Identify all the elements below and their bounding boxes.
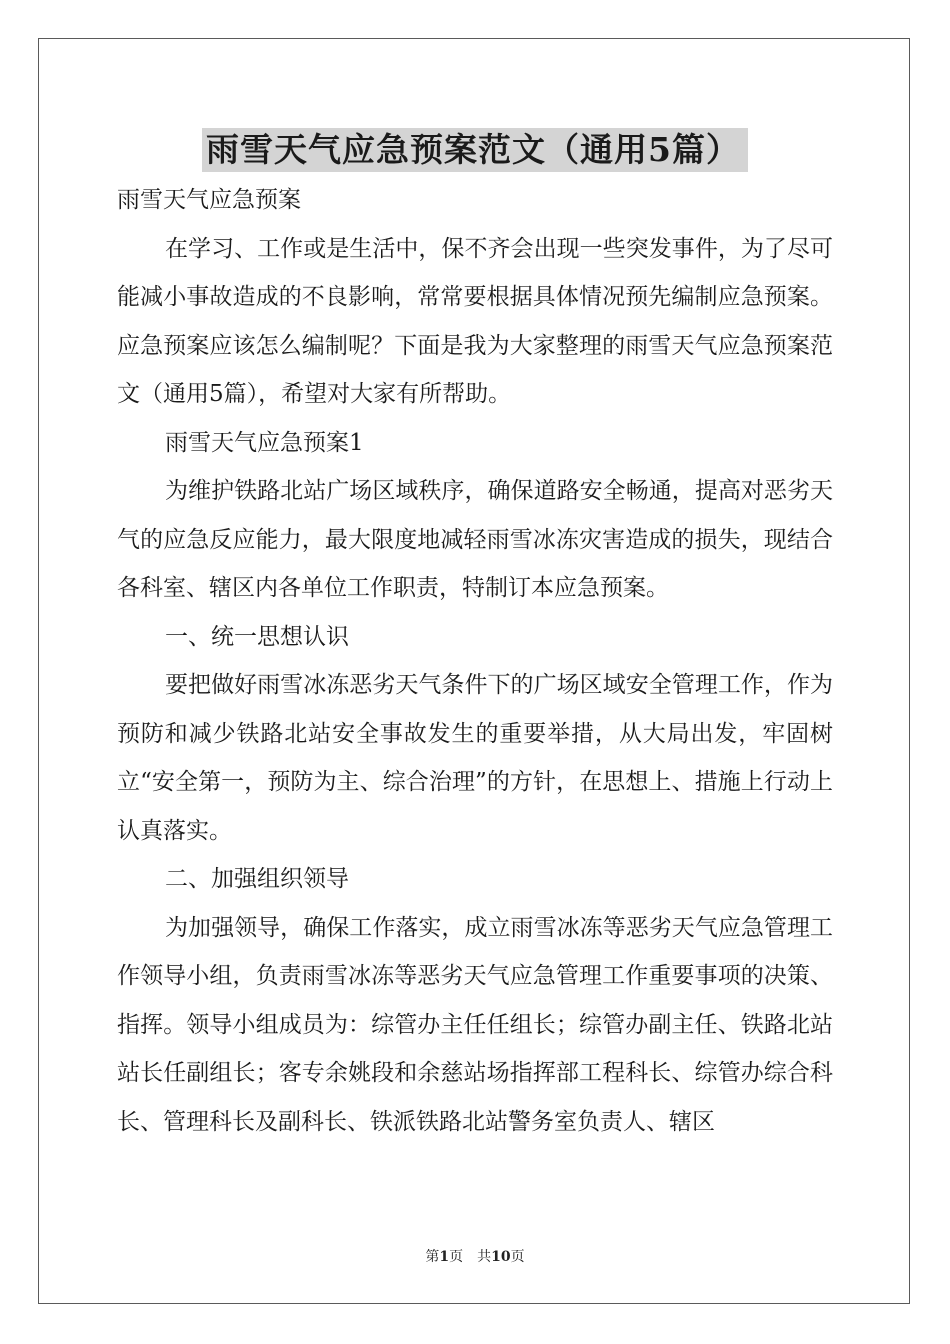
page-footer [0, 1246, 950, 1266]
title-container [0, 128, 950, 172]
footer-mid: 页 共 [449, 1249, 492, 1265]
footer-page-number: 1 [439, 1249, 450, 1265]
paragraph-intro: 在学习、工作或是生活中，保不齐会出现一些突发事件，为了尽可能减小事故造成的不良影响，常常要根据具体情况预先编制应急预案。应急预案应该怎么编制呢？下面是我为大家整理的雨雪天气应急预案范文（通用5篇），希望对大家有所帮助。 [117, 235, 833, 407]
document-body [117, 176, 833, 1146]
paragraph-body-1: 要把做好雨雪冰冻恶劣天气条件下的广场区域安全管理工作，作为预防和减少铁路北站安全事故发生的重要举措，从大局出发，牢固树立“安全第一，预防为主、综合治理”的方针，在思想上、措施上行动上认真落实。 [117, 672, 833, 844]
footer-prefix: 第 [425, 1249, 440, 1265]
footer-suffix: 页 [510, 1249, 525, 1265]
paragraph-body-2: 为加强领导，确保工作落实，成立雨雪冰冻等恶劣天气应急管理工作领导小组，负责雨雪冰冻等恶劣天气应急管理工作重要事项的决策、指挥。领导小组成员为：综管办主任任组长；综管办副主任、铁路北站站长任副组长；客专余姚段和余慈站场指挥部工程科长、综管办综合科长、管理科长及副科长、铁派铁路北站警务室负责人、辖区 [117, 914, 833, 1135]
paragraph-purpose: 为维护铁路北站广场区域秩序，确保道路安全畅通，提高对恶劣天气的应急反应能力，最大限度地减轻雨雪冰冻灾害造成的损失，现结合各科室、辖区内各单位工作职责，特制订本应急预案。 [117, 478, 833, 601]
footer-total-pages: 10 [491, 1249, 511, 1265]
paragraph-subheading-2: 二、加强组织领导 [165, 866, 349, 892]
paragraph-heading: 雨雪天气应急预案 [117, 187, 301, 213]
paragraph-subheading-1: 一、统一思想认识 [165, 623, 349, 650]
paragraph-section-title: 雨雪天气应急预案1 [165, 429, 364, 456]
document-title: 雨雪天气应急预案范文（通用5篇） [202, 128, 748, 172]
